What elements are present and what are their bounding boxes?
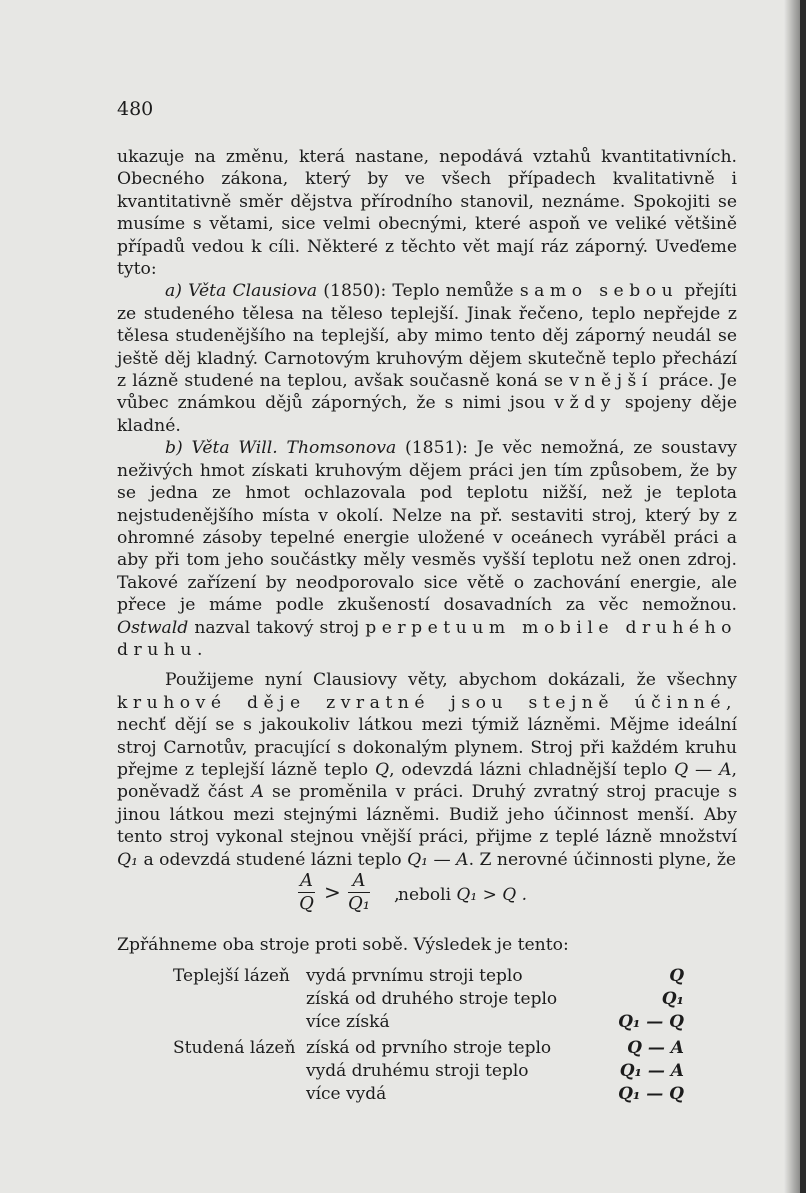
proof-text-7: . Z nerovné účinnosti plyne, že	[468, 849, 737, 870]
proof-spaced: kruhové děje zvratné jsou stejně účinné,	[117, 692, 737, 713]
clausius-text-3: práce. Je vůbec známkou dějů záporných, že s nimi jsou	[117, 371, 737, 414]
thomson-label: b)	[165, 438, 183, 459]
paragraph-proof	[117, 669, 737, 871]
paragraph-intro: ukazuje na změnu, která nastane, nepodává vztahů kvantitativních. Obecného zákona, který by ve všech případech kvalitativně i kvantitativně směr dějstva přírodního stanovil, neznáme. Spokojiti se musíme s větami, sice velmi obecnými, které aspoň ve veliké většině případů vedou k cíli. Některé z těchto vět mají ráz záporný. Uveďeme tyto:	[117, 147, 737, 280]
proof-text-3: , odevzdá lázni chladnější teplo	[389, 759, 668, 780]
proof-text-5: se proměnila v práci. Druhý zvratný stroj pracuje s jinou látkou mezi stejnými lázněmi. Budiž jeho účinnost menší. Aby tento stroj vykonal stejnou vnější práci, přijme z teplé lázně množství	[117, 782, 738, 848]
summary-head-cold: Studená lázeň	[173, 1038, 296, 1058]
thomson-text-1: (1851): Je věc nemožná, ze soustavy neživých hmot získati kruhovým dějem práci jen tím způsobem, že by se jedna ze hmot ochlazovala pod teplotu nižší, než je teplota nejstudenějšího místa v okolí. Nelze na př. sestaviti stroj, který by z ohromné zásoby tepelné energie uložené v oceánech vyráběl práci a aby při tom jeho součástky měly vesměs vyšší teplotu než onen zdroj. Takové zařízení by neodporovalo sice větě o zachování energie, ale přece je máme podle zkušeností dosavadních za věc nemožnou.	[117, 438, 737, 616]
summary-value-4: Q — A	[627, 1038, 684, 1058]
paragraph-clausius	[117, 280, 737, 437]
page-number: 480	[117, 98, 154, 120]
summary-text-5: vydá druhému stroji teplo	[306, 1061, 529, 1081]
thomson-text-2: nazval takový stroj	[194, 617, 360, 638]
summary-head-warm: Teplejší lázeň	[173, 966, 290, 986]
paragraph-thomson	[117, 437, 737, 661]
clausius-text-1: (1850): Teplo nemůže	[323, 281, 514, 302]
summary-value-6: Q₁ — Q	[618, 1084, 684, 1104]
summary-text-1: vydá prvnímu stroji teplo	[306, 966, 523, 986]
symbol-q1-minus-a: Q₁ — A	[407, 849, 469, 870]
formula-comma: ,	[394, 884, 400, 905]
proof-text-2: nechť dějí se s jakoukoliv látkou mezi týmiž lázněmi. Mějme ideální stroj Carnotův, pracující s dokonalým plynem. Stroj při každém kruhu přejme z teplejší lázně teplo	[117, 715, 737, 780]
symbol-q1: Q₁	[117, 849, 138, 870]
fraction-right-denominator: Q₁	[348, 893, 370, 914]
formula-relation: Q₁ > Q .	[456, 885, 527, 905]
clausius-text-2: přejíti ze studeného tělesa na těleso teplejší. Jinak řečeno, teplo nepřejde z tělesa studenějšího na teplejší, aby mimo tento děj záporný neudál se ještě děj kladný. Carnotovým kruhovým dějem skutečně teplo přechází z lázně studené na teplou, avšak současně koná se	[117, 281, 737, 392]
proof-text-1: Použijeme nyní Clausiovy věty, abychom dokázali, že všechny	[165, 670, 737, 691]
summary-text-2: získá od druhého stroje teplo	[306, 989, 558, 1009]
clausius-spaced-3: vždy	[554, 393, 616, 414]
page-edge	[800, 0, 806, 1193]
formula-text: neboli	[398, 885, 452, 905]
perpetuum-mobile: perpetuum mobile druhého druhu.	[117, 617, 737, 660]
fraction-left-numerator: A	[300, 870, 313, 891]
symbol-a: A	[251, 782, 264, 803]
formula-alternative	[398, 885, 527, 905]
ostwald-name: Ostwald	[117, 617, 189, 638]
symbol-q: Q	[374, 759, 390, 780]
fraction-right	[348, 870, 370, 915]
summary-intro: Zpřáhneme oba stroje proti sobě. Výsledek je tento:	[117, 935, 569, 955]
summary-value-2: Q₁	[661, 989, 684, 1009]
thomson-title: Věta Will. Thomsonova	[191, 438, 397, 459]
greater-than-sign: >	[324, 880, 341, 904]
clausius-spaced-1: samo sebou	[519, 281, 679, 302]
fraction-right-numerator: A	[348, 870, 370, 893]
clausius-label: a)	[165, 281, 182, 302]
proof-text-4: , poněvadž část	[117, 759, 737, 803]
fraction-left-denominator: Q	[299, 893, 314, 914]
body-text	[117, 146, 737, 871]
summary-value-5: Q₁ — A	[619, 1061, 684, 1081]
clausius-title: Věta Clausiova	[188, 281, 318, 302]
fraction-left	[298, 870, 315, 915]
clausius-spaced-2: vnější	[569, 371, 653, 392]
proof-text-6: a odevzdá studené lázni teplo	[143, 849, 402, 870]
summary-text-4: získá od prvního stroje teplo	[306, 1038, 552, 1058]
summary-text-3: více získá	[306, 1012, 390, 1032]
summary-value-3: Q₁ — Q	[618, 1012, 684, 1032]
symbol-q-minus-a: Q — A	[674, 759, 732, 780]
clausius-text-4: spojeny děje kladné.	[117, 393, 738, 436]
summary-value-1: Q	[669, 966, 684, 986]
summary-text-6: více vydá	[306, 1084, 387, 1104]
